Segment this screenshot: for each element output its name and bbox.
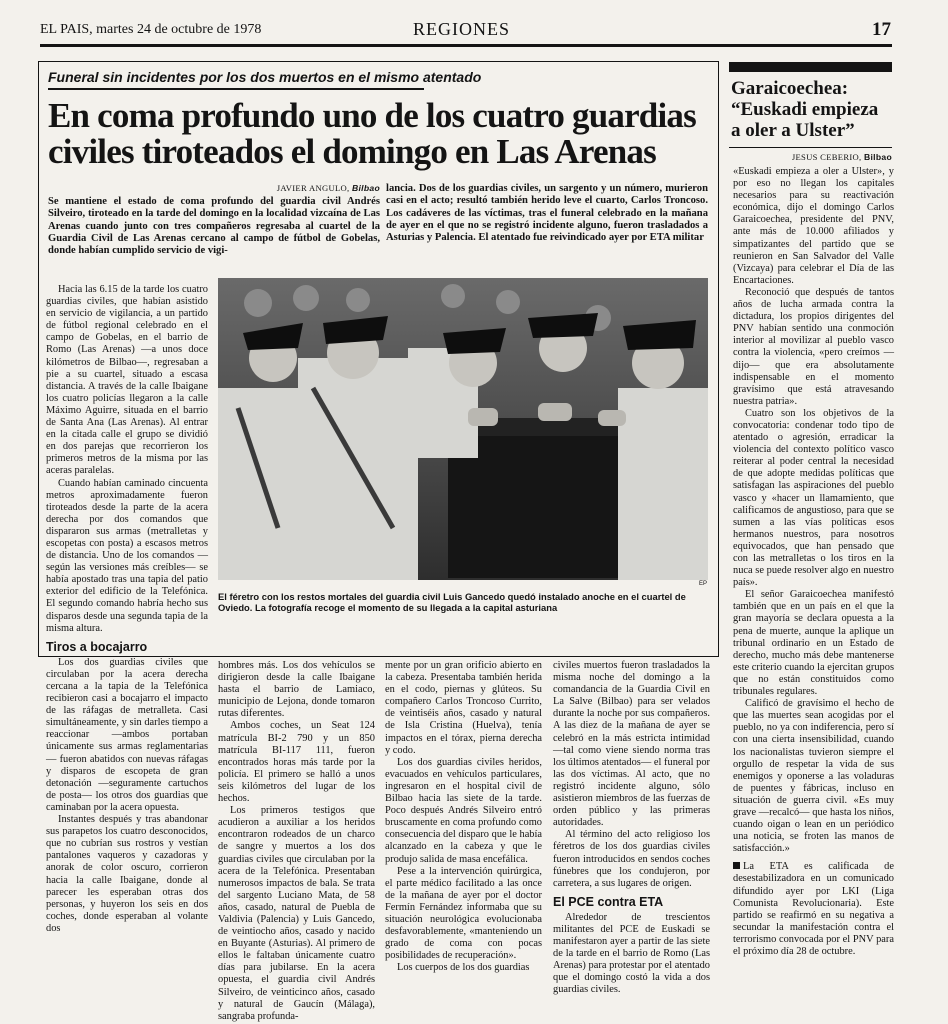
sidebar-rule	[729, 147, 892, 148]
sidebar-headline-line-2: “Euskadi empieza	[731, 99, 879, 120]
funeral-photo	[218, 278, 708, 580]
header-rule	[40, 44, 892, 47]
col1-paragraph: Hacia las 6.15 de la tarde los cuatro guardias civiles, que habían asistido en servicio de vigilancia, a un partido de fútbol regional celebrado en el campo de Gobelas, en el barrio de Romo (Las Arenas) —a unos doce kilómetros de Bilbao—, regresaban a pie a su cuartel, situado a escasa distancia. A través de la calle Ibaigane los cuatro policías llegaron a la calle Máximo Aguirre, situada en el barrio de Santa Ana (Las Arenas). Al entrar en la citada calle el grupo se dividió en dos parejas que recorrieron los primeros metros de la misma por las aceras paralelas.	[46, 284, 208, 477]
section-name: REGIONES	[413, 19, 510, 39]
sidebar-column	[733, 166, 894, 958]
col2-paragraph: hombres más. Los dos vehículos se dirigieron desde la calle Ibaigane hasta el barrio de Lamiaco, municipio de Lejona, donde tomaron rutas diferentes.	[218, 660, 375, 720]
col3-paragraph: Los dos guardias civiles heridos, evacuados en vehículos particulares, ingresaron en el hospital civil de Bilbao hacia las siete de la tarde. Poco después Andrés Silveiro entró bruscamente en coma profundo como consecuencia del disparo que le había alcanzado en la cabeza y que le produjo salida de masa encefálica.	[385, 756, 542, 865]
sidebar-paragraph: El señor Garaicoechea manifestó también que en un país en el que la gran mayoría se declara opuesta a la pena de muerte, aunque la aplique un tribunal ordinario en un Estado de derecho, mucho más debe mantenerse este criterio cuando la ejercitan grupos que no están constituidos como tribunales regulares.	[733, 589, 894, 698]
article-column-1	[46, 284, 208, 935]
col4-paragraph: civiles muertos fueron trasladados la misma noche del domingo a la comandancia de la Guardia Civil en La Salve (Bilbao) para ser velados durante la noche por sus compañeros. A las diez de la mañana de ayer se celebró en la más estricta intimidad —tal como viene siendo norma tras los últimos atentados— el funeral por las dos víctimas. Al acto, que no registró incidente alguno, sólo asistieron miembros de las fuerzas de orden público y las primeras autoridades.	[553, 660, 710, 829]
sidebar-headline-line-1: Garaicoechea:	[731, 78, 849, 99]
sidebar-headline-line-3: a oler a Ulster”	[731, 120, 855, 141]
col1-subhead: Tiros a bocajarro	[46, 639, 148, 654]
col4-subhead: El PCE contra ETA	[553, 894, 664, 909]
sidebar-byline-place: Bilbao	[863, 152, 892, 162]
col2-paragraph: Ambos coches, un Seat 124 matrícula BI-2 790 y un 850 matrícula BI-117 111, fueron encontrados horas más tarde por la policía. El primero se halló a unos seis kilómetros del lugar de los hechos.	[218, 720, 375, 805]
lead-left: Se mantiene el estado de coma profundo del guardia civil Andrés Silveiro, tiroteado en la tarde del domingo en la localidad vizcaína de Las Arenas cuando junto con tres compañeros regresaba al cuartel de la Guardia Civil de Las Arenas cercano al campo de fútbol de Gobelas, donde habían cumplido servicio de vigi-	[48, 196, 380, 257]
sidebar-paragraph: Cuatro son los objetivos de la convocatoria: condenar todo tipo de atentado o agresión, erradicar la violencia del contexto político vasco reiterar al poder central la necesidad de que adopte medidas políticas que satisfagan las aspiraciones del pueblo vasco y «hacer un llamamiento, que calificamos de angustioso, para que se sumen a las vías políticas esos hermanos nuestros, para nosotros equivocados, que han pensado que con las metralletas o los tiros en la nuca se puede resolver algo en nuestro país».	[733, 407, 894, 589]
col1-paragraph: Cuando habían caminado cincuenta metros aproximadamente fueron tiroteados desde la parte de la acera derecha por dos comandos que dispararon sus armas (metralletas y escopetas con posta) a escasos metros de distancia. Uno de los comandos —según las versiones más creíbles— se había apostado tras una tapia del patio exterior del edificio de la Telefónica. El segundo comando habría hecho sus disparos desde una segunda tapia de la misma altura.	[46, 477, 208, 634]
sidebar-paragraph: «Euskadi empieza a oler a Ulster», y por eso no llegan los capitales necesarios para su reactivación económica, dijo el domingo Carlos Garaicoechea, presidente del PNV, ante más de 10.000 afiliados y simpatizantes del partido que se reunieron en San Salvador del Valle (Vizcaya) para celebrar el Día de las Encartaciones.	[733, 166, 894, 286]
sidebar-brief: La ETA es calificada de desestabilizadora en un comunicado difundido ayer por LKI (Liga Comunista Revolucionaria). Este partido se reafirmó en su negativa a secundar la manifestación contra el terrorismo convocada por el PNV para el próximo día 28 de octubre.	[733, 861, 894, 957]
article-column-4	[553, 660, 710, 997]
sidebar-byline-author: JESUS CEBERIO,	[791, 152, 862, 162]
byline-author: JAVIER ANGULO,	[276, 183, 350, 193]
col3-paragraph: Pese a la intervención quirúrgica, el parte médico facilitado a las once de la mañana de ayer por el doctor Fermín Fernández informaba que su situación neurológica evolucionaba desfavorablemente, «manteniendo un grado de coma con pocas posibilidades de recuperación».	[385, 865, 542, 962]
headline-line-1: En coma profundo uno de los cuatro guardias	[48, 96, 696, 135]
sidebar-top-rule	[729, 62, 892, 72]
photo-credit: EP	[699, 581, 708, 587]
funeral-photo-illustration	[218, 278, 708, 580]
col2-paragraph: Los primeros testigos que acudieron a auxiliar a los heridos encontraron rodeados de un charco de sangre y muertos a los dos guardias civiles que circulaban por la acera de la Telefónica. Presentaban numerosos impactos de bala. Se trata del sargento Luciano Mata, de 58 años, casado, natural de Puebla de Valdivia (Palencia) y Luis Gancedo, de veintiocho años, casado y nacido en Buyante (Asturias). Al primero de ellos le faltaban únicamente cuatro días para jubilarse. En la acera opuesta, el guardia civil Andrés Silveiro, de veinticinco años, casado y natural de Gaucín (Málaga), sangraba profunda-	[218, 805, 375, 1022]
sidebar-headline	[731, 78, 896, 141]
lead-right: lancia. Dos de los guardias civiles, un sargento y un número, murieron casi en el acto; resultó también herido leve el cuarto, Carlos Troncoso. Los cadáveres de las víctimas, tras el funeral celebrado en la mañana de ayer en el que no se registró incidente alguno, fueron trasladados a Asturias y Palencia. El atentado fue reivindicado ayer por ETA militar	[386, 183, 708, 244]
photo-caption: El féretro con los restos mortales del guardia civil Luis Gancedo quedó instalado anoche en el cuartel de Oviedo. La fotografía recoge el momento de su llegada a la capital asturiana	[218, 591, 686, 613]
kicker-rule	[48, 88, 424, 90]
article-column-2	[218, 660, 375, 1023]
sidebar-paragraph: Reconoció que después de tantos años de lucha armada contra la dictadura, los propios dirigentes del PNV habían sentido una conmoción interior al movilizar al pueblo vasco contra la violencia, «pero creímos —dijo— que era absolutamente indispensable en el momento gravísimo que está atravesando nuestra patria».	[733, 286, 894, 407]
sidebar-paragraph	[733, 861, 894, 958]
square-bullet-icon	[733, 862, 740, 869]
col4-paragraph: Al término del acto religioso los féretros de los dos guardias civiles fueron introducidos en sendos coches fúnebres que los condujeron, por carretera, a sus lugares de origen.	[553, 829, 710, 889]
article-headline	[48, 98, 713, 170]
col1-paragraph: Los dos guardias civiles que circulaban por la acera derecha cercana a la tapia de la Telefónica recibieron casi a bocajarro el impacto de las ráfagas de metralleta. Casi simultáneamente, y sin darles tiempo a reaccionar —ambos portaban únicamente sus armas reglamentarias— fueron abatidos con nuevas ráfagas y disparos de escopeta de gran detonación —seguramente cartuchos de posta— los otros dos guardias que caminaban por la acera opuesta.	[46, 656, 208, 813]
page-number: 17	[872, 19, 891, 40]
header-dateline: EL PAIS, martes 24 de octubre de 1978	[40, 22, 262, 37]
sidebar-paragraph: Calificó de gravísimo el hecho de que las muertes sean acogidas por el pueblo, no ya con indiferencia, pero sí con una cierta insensibilidad, cuando los nacionalistas tuvieron siempre el orgullo de respetar la vida de sus enemigos y oponerse a las voladuras de puentes y fábricas, incluso en situación de guerra civil. «Es muy grave —recalcó— que hasta los niños, cuando oigan o lean en un periódico una noticia, se froten las manos de satisfacción.»	[733, 698, 894, 855]
col1-paragraph: Instantes después y tras abandonar sus parapetos los cuatro desconocidos, que no cubrían sus rostros y vestían pantalones vaqueros y cazadoras y anorak de color oscuro, corrieron hacia la calle Ibaigane, donde al parecer les esperaban otras dos personas, y huyeron los seis en dos coches, donde esperaban al volante dos	[46, 814, 208, 934]
col3-paragraph: mente por un gran orificio abierto en la cabeza. Presentaba también herida en el codo, piernas y glúteos. Su compañero Carlos Troncoso Currito, de veintiséis años, casado y natural de Isla Cristina (Huelva), tenía impactos en el tórax, pierna derecha y codo.	[385, 660, 542, 756]
col4-paragraph: Alrededor de trescientos militantes del PCE de Euskadi se manifestaron ayer a partir de las siete de la tarde en el barrio de Romo (Las Arenas) para protestar por el atentado que el domingo costó la vida a dos guardias civiles.	[553, 911, 710, 996]
byline-place: Bilbao	[351, 183, 380, 193]
article-kicker: Funeral sin incidentes por los dos muertos en el mismo atentado	[48, 69, 482, 85]
col3-paragraph: Los cuerpos de los dos guardias	[397, 962, 530, 974]
article-column-3	[385, 660, 542, 974]
article-byline	[210, 183, 380, 193]
sidebar-byline	[731, 152, 892, 162]
headline-line-2: civiles tiroteados el domingo en Las Arenas	[48, 132, 656, 171]
